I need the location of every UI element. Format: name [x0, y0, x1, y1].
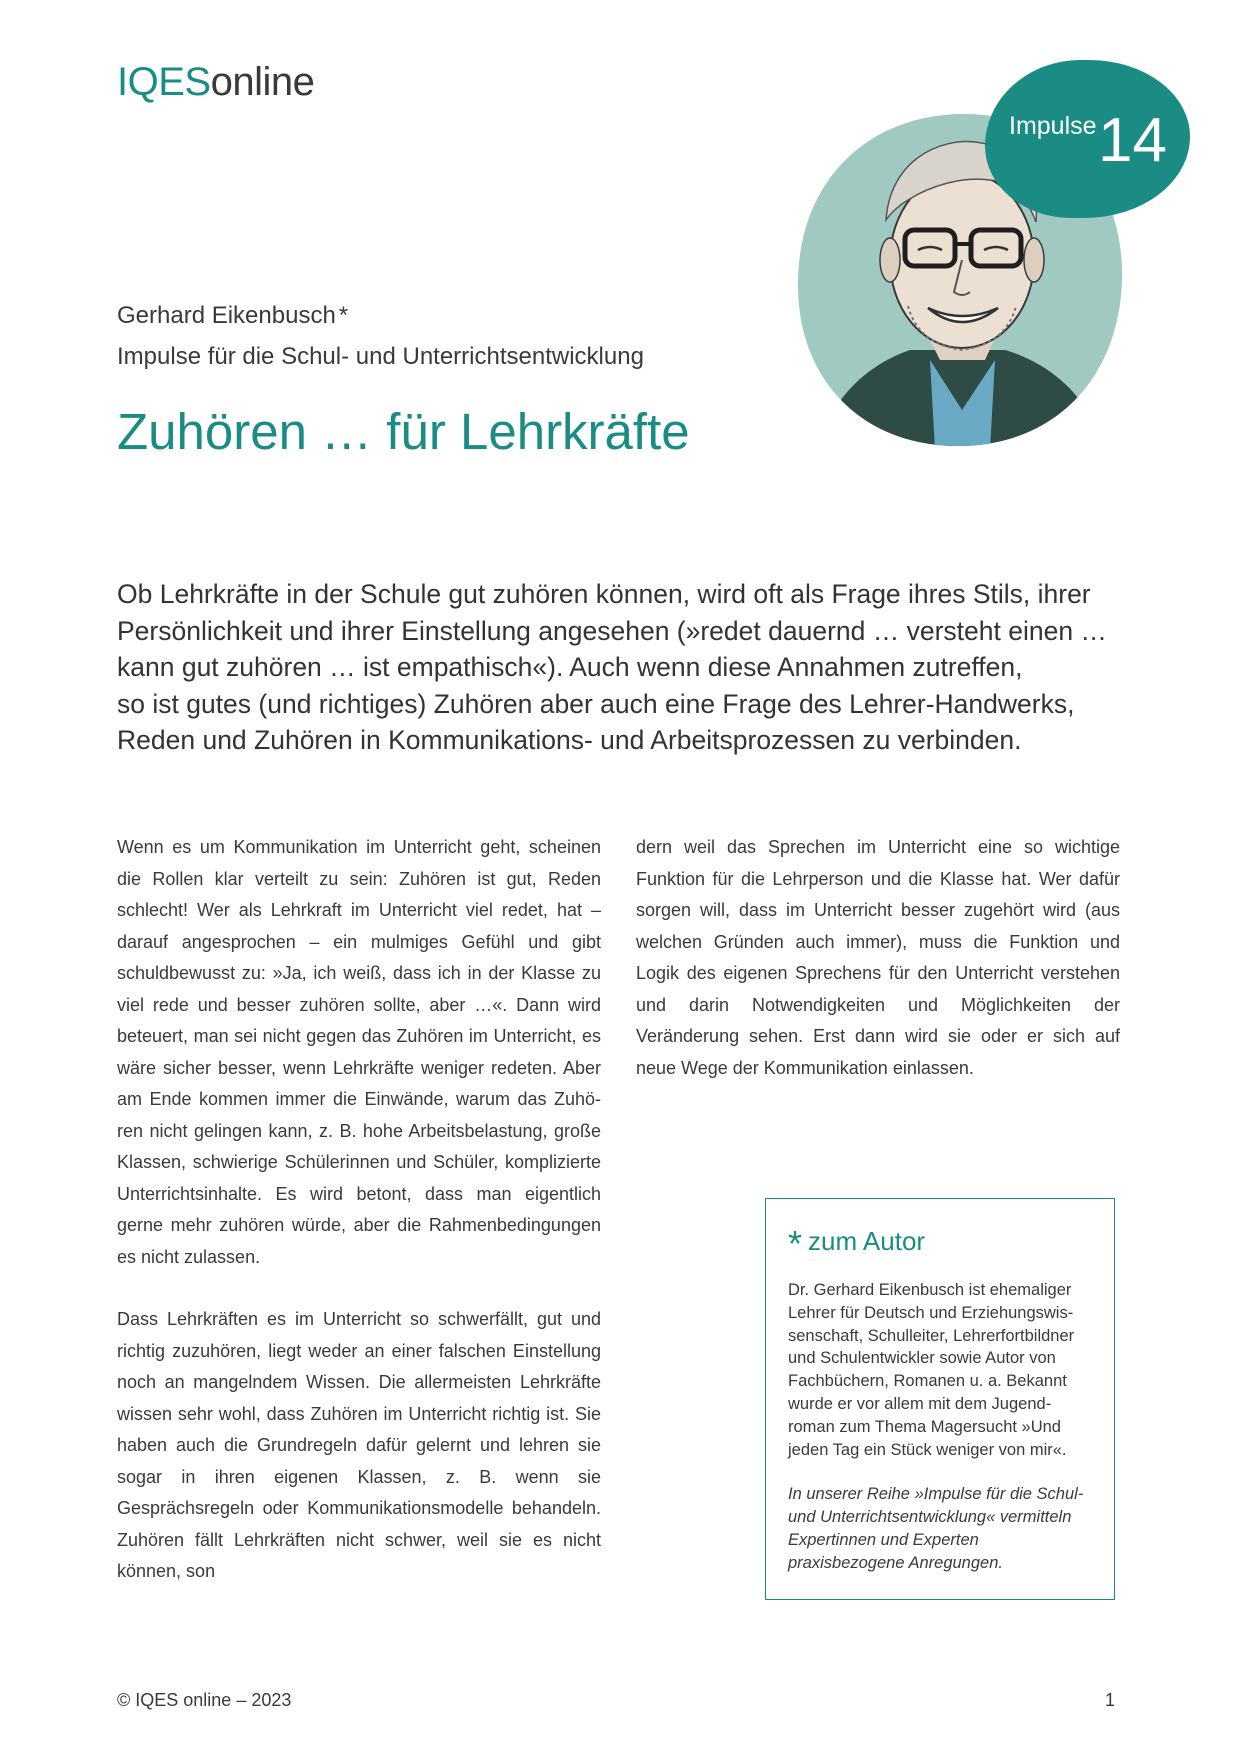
body-column-left	[117, 832, 601, 1588]
body-paragraph: Dass Lehrkräften es im Unterricht so schwerfällt, gut und richtig zuzuhören, liegt weder an einer falschen Einstellung noch an mangelndem Wissen. Die allermeisten Lehrkräfte wissen sehr wohl, dass Zuhören im Unterricht richtig ist. Sie haben auch die Grundregeln dafür gelernt und lehren sie sogar in ihren eigenen Klassen, z. B. wenn sie Gesprächsregeln oder Kommunikationsmodelle behandeln. Zuhören fällt Lehrkräften nicht schwer, weil sie es nicht können, son	[117, 1309, 601, 1581]
author-bio: Dr. Gerhard Eikenbusch ist ehemaliger Lehrer für Deutsch und Erziehungswissenschaft, Schulleiter, Lehrerfortbildner und Schulentwickler sowie Autor von Fachbüchern, Romanen u. a. Bekannt wurde er vor allem mit dem Jugendroman zum Thema Magersucht »Und jeden Tag ein Stück weniger von mir«.	[788, 1281, 1075, 1459]
badge-label: Impulse	[1009, 112, 1097, 140]
body-paragraph: Wenn es um Kommunikation im Unterricht geht, scheinen die Rollen klar verteilt zu sein: Zuhören ist gut, Reden schlecht! Wer als Lehrkraft im Unterricht viel redet, hat – darauf angesprochen – ein mulmiges Gefühl und gibt schuldbewusst zu: »Ja, ich weiß, dass ich in der Klasse zu viel rede und besser zuhören sollte, aber …«. Dann wird beteuert, man sei nicht gegen das Zuhören im Unterricht, es wäre sicher besser, wenn Lehrkräfte weniger redeten. Aber am Ende kommen immer die Einwände, warum das Zuhören nicht gelingen kann, z. B. hohe Arbeitsbelastung, große Klassen, schwierige Schülerinnen und Schüler, komplizierte Unterrichtsinhalte. Es wird betont, dass man eigentlich gerne mehr zuhören würde, aber die Rahmenbedingungen es nicht zulassen.	[117, 837, 601, 1267]
body-paragraph: dern weil das Sprechen im Unterricht eine so wichtige Funktion für die Lehrperson und die Klasse hat. Wer dafür sorgen will, dass im Unterricht besser zugehört wird (aus welchen Gründen auch immer), muss die Funktion und Logik des eigenen Sprechens für den Unterricht verstehen und darin Notwendigkeiten und Möglichkeiten der Veränderung sehen. Erst dann wird sie oder er sich auf neue Wege der Kommunikation einlassen.	[636, 837, 1120, 1078]
author-info-box	[765, 1198, 1115, 1600]
author-name-text: Gerhard Eikenbusch	[117, 302, 336, 329]
asterisk-marker: *	[788, 1223, 803, 1264]
info-box-heading	[788, 1223, 1090, 1265]
lead-paragraph	[117, 576, 1127, 759]
series-note: In unserer Reihe »Impulse für die Schul- und Unterrichtsentwicklung« vermitteln Expertinnen und Experten praxisbezogene Anregungen.	[788, 1485, 1084, 1572]
page-number: 1	[1104, 1690, 1115, 1710]
author-footnote-marker: *	[338, 302, 349, 329]
logo-brand: IQES	[117, 60, 211, 104]
lead-line: Persönlichkeit und ihrer Einstellung angesehen (»redet dauernd … versteht einen …	[117, 615, 1107, 646]
lead-line: kann gut zuhören … ist empathisch«). Auch wenn diese Annahmen zutreffen,	[117, 652, 1023, 682]
iqes-online-logo	[117, 62, 314, 102]
lead-line: Ob Lehrkräfte in der Schule gut zuhören können, wird oft als Frage ihres Stils, ihrer	[117, 579, 1091, 609]
badge-number: 14	[1098, 106, 1167, 175]
series-subtitle: Impulse für die Schul- und Unterrichtsentwicklung	[117, 343, 644, 370]
logo-suffix: online	[210, 60, 315, 104]
page-title: Zuhören … für Lehrkräfte	[117, 403, 690, 460]
lead-line: Reden und Zuhören in Kommunikations- und Arbeitsprozessen zu verbinden.	[117, 725, 1022, 755]
lead-line: so ist gutes (und richtiges) Zuhören aber auch eine Frage des Lehrer-Handwerks,	[117, 688, 1075, 719]
body-column-right	[636, 832, 1120, 1084]
impulse-badge	[985, 60, 1190, 218]
footer-copyright: © IQES online – 2023	[117, 1690, 292, 1710]
info-box-heading-text: zum Autor	[808, 1226, 926, 1256]
author-name	[117, 302, 348, 330]
